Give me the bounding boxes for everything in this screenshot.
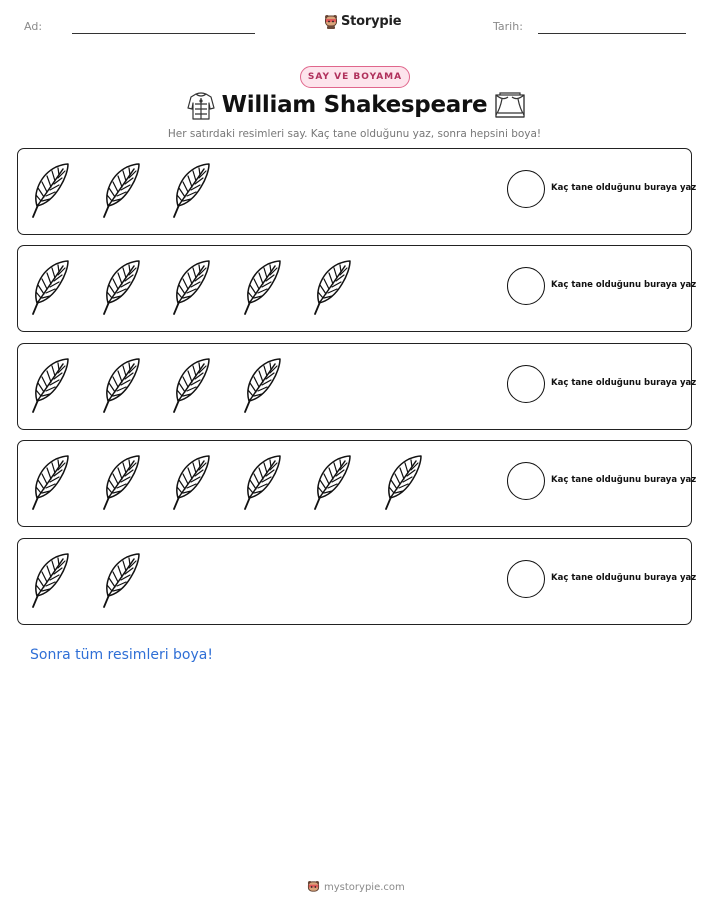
answer-label: Kaç tane olduğunu buraya yaz	[551, 280, 697, 290]
count-row	[17, 538, 697, 625]
theater-stage-icon	[494, 91, 526, 121]
answer-circle[interactable]	[507, 560, 545, 598]
name-line[interactable]	[72, 33, 255, 34]
quill-feather-icon[interactable]	[30, 551, 72, 613]
brand-logo	[324, 14, 401, 29]
date-label: Tarih:	[493, 20, 523, 33]
quill-feather-icon[interactable]	[312, 258, 354, 320]
instructions: Her satırdaki resimleri say. Kaç tane olduğunu yaz, sonra hepsini boya!	[167, 128, 542, 140]
quill-feather-icon[interactable]	[171, 453, 213, 515]
quill-feather-icon[interactable]	[101, 453, 143, 515]
page-title: William Shakespeare	[221, 92, 488, 118]
answer-circle[interactable]	[507, 267, 545, 305]
quill-feather-icon[interactable]	[312, 453, 354, 515]
quill-feather-icon[interactable]	[171, 258, 213, 320]
quill-feather-icon[interactable]	[101, 258, 143, 320]
quill-feather-icon[interactable]	[101, 161, 143, 223]
answer-label: Kaç tane olduğunu buraya yaz	[551, 475, 697, 485]
quill-feather-icon[interactable]	[171, 356, 213, 418]
date-line[interactable]	[538, 33, 686, 34]
brand-name: Storypie	[341, 14, 402, 29]
quill-feather-icon[interactable]	[30, 258, 72, 320]
quill-feather-icon[interactable]	[242, 356, 284, 418]
quill-feather-icon[interactable]	[101, 356, 143, 418]
count-row	[17, 245, 697, 332]
count-row	[17, 440, 697, 527]
footer	[307, 880, 405, 894]
answer-label: Kaç tane olduğunu buraya yaz	[551, 573, 697, 583]
answer-label: Kaç tane olduğunu buraya yaz	[551, 183, 697, 193]
footer-site: mystorypie.com	[324, 881, 405, 893]
color-instruction: Sonra tüm resimleri boya!	[30, 647, 213, 663]
storypie-mascot-icon	[324, 14, 338, 29]
quill-feather-icon[interactable]	[383, 453, 425, 515]
count-row	[17, 148, 697, 235]
quill-feather-icon[interactable]	[242, 258, 284, 320]
name-label: Ad:	[24, 20, 43, 33]
quill-feather-icon[interactable]	[101, 551, 143, 613]
answer-circle[interactable]	[507, 462, 545, 500]
answer-circle[interactable]	[507, 365, 545, 403]
quill-feather-icon[interactable]	[30, 356, 72, 418]
quill-feather-icon[interactable]	[242, 453, 284, 515]
answer-circle[interactable]	[507, 170, 545, 208]
activity-badge: SAY VE BOYAMA	[300, 66, 410, 88]
count-row	[17, 343, 697, 430]
storypie-mascot-icon	[307, 880, 320, 894]
quill-feather-icon[interactable]	[30, 161, 72, 223]
quill-feather-icon[interactable]	[30, 453, 72, 515]
quill-feather-icon[interactable]	[171, 161, 213, 223]
answer-label: Kaç tane olduğunu buraya yaz	[551, 378, 697, 388]
